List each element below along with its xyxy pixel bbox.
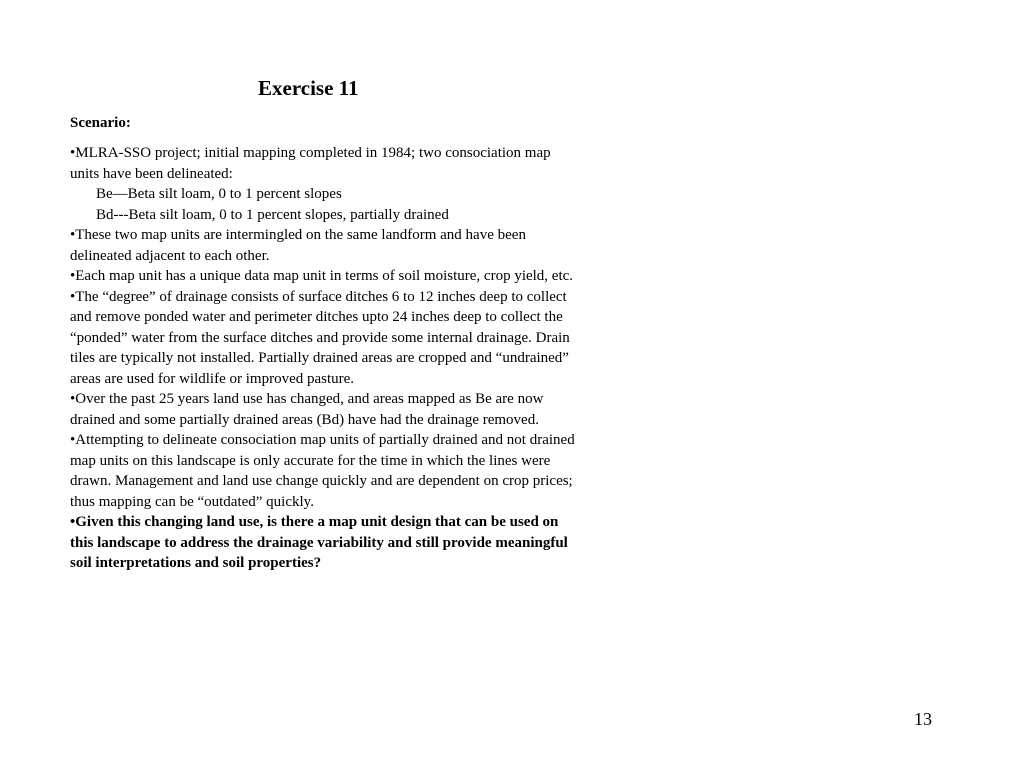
bullet-delineation-accuracy: •Attempting to delineate consociation map units of partially drained and not drained map units on this landscape is only accurate for the time in which the lines were drawn. Management and land use change quickly and are dependent on crop prices; thus mapping can be “outdated” quickly. bbox=[70, 432, 575, 510]
map-unit-bd: Bd---Beta silt loam, 0 to 1 percent slopes, partially drained bbox=[96, 206, 449, 223]
slide-title: Exercise 11 bbox=[258, 76, 359, 100]
scenario-label: Scenario: bbox=[70, 115, 131, 131]
bullet-drainage-degree: •The “degree” of drainage consists of surface ditches 6 to 12 inches deep to collect and remove ponded water and perimeter ditches upto 24 inches deep to collect the “ponded” water from the surface ditches and provide some internal drainage. Drain tiles are typically not installed. Partially drained areas are cropped and “undrained” areas are used for wildlife or improved pasture. bbox=[70, 288, 570, 387]
scenario-body bbox=[70, 143, 575, 574]
bullet-intermingled: •These two map units are intermingled on the same landform and have been delineated adjacent to each other. bbox=[70, 227, 526, 264]
bullet-unique-data: •Each map unit has a unique data map unit in terms of soil moisture, crop yield, etc. bbox=[70, 268, 574, 284]
bullet-question: •Given this changing land use, is there a map unit design that can be used on this landscape to address the drainage variability and still provide meaningful soil interpretations and soil properties? bbox=[70, 514, 568, 571]
bullet-land-use-change: •Over the past 25 years land use has changed, and areas mapped as Be are now drained and some partially drained areas (Bd) have had the drainage removed. bbox=[70, 391, 544, 428]
bullet-mlra-project: •MLRA-SSO project; initial mapping completed in 1984; two consociation map units have been delineated: bbox=[70, 145, 551, 182]
map-unit-be: Be—Beta silt loam, 0 to 1 percent slopes bbox=[96, 186, 342, 202]
page-number: 13 bbox=[914, 709, 932, 729]
